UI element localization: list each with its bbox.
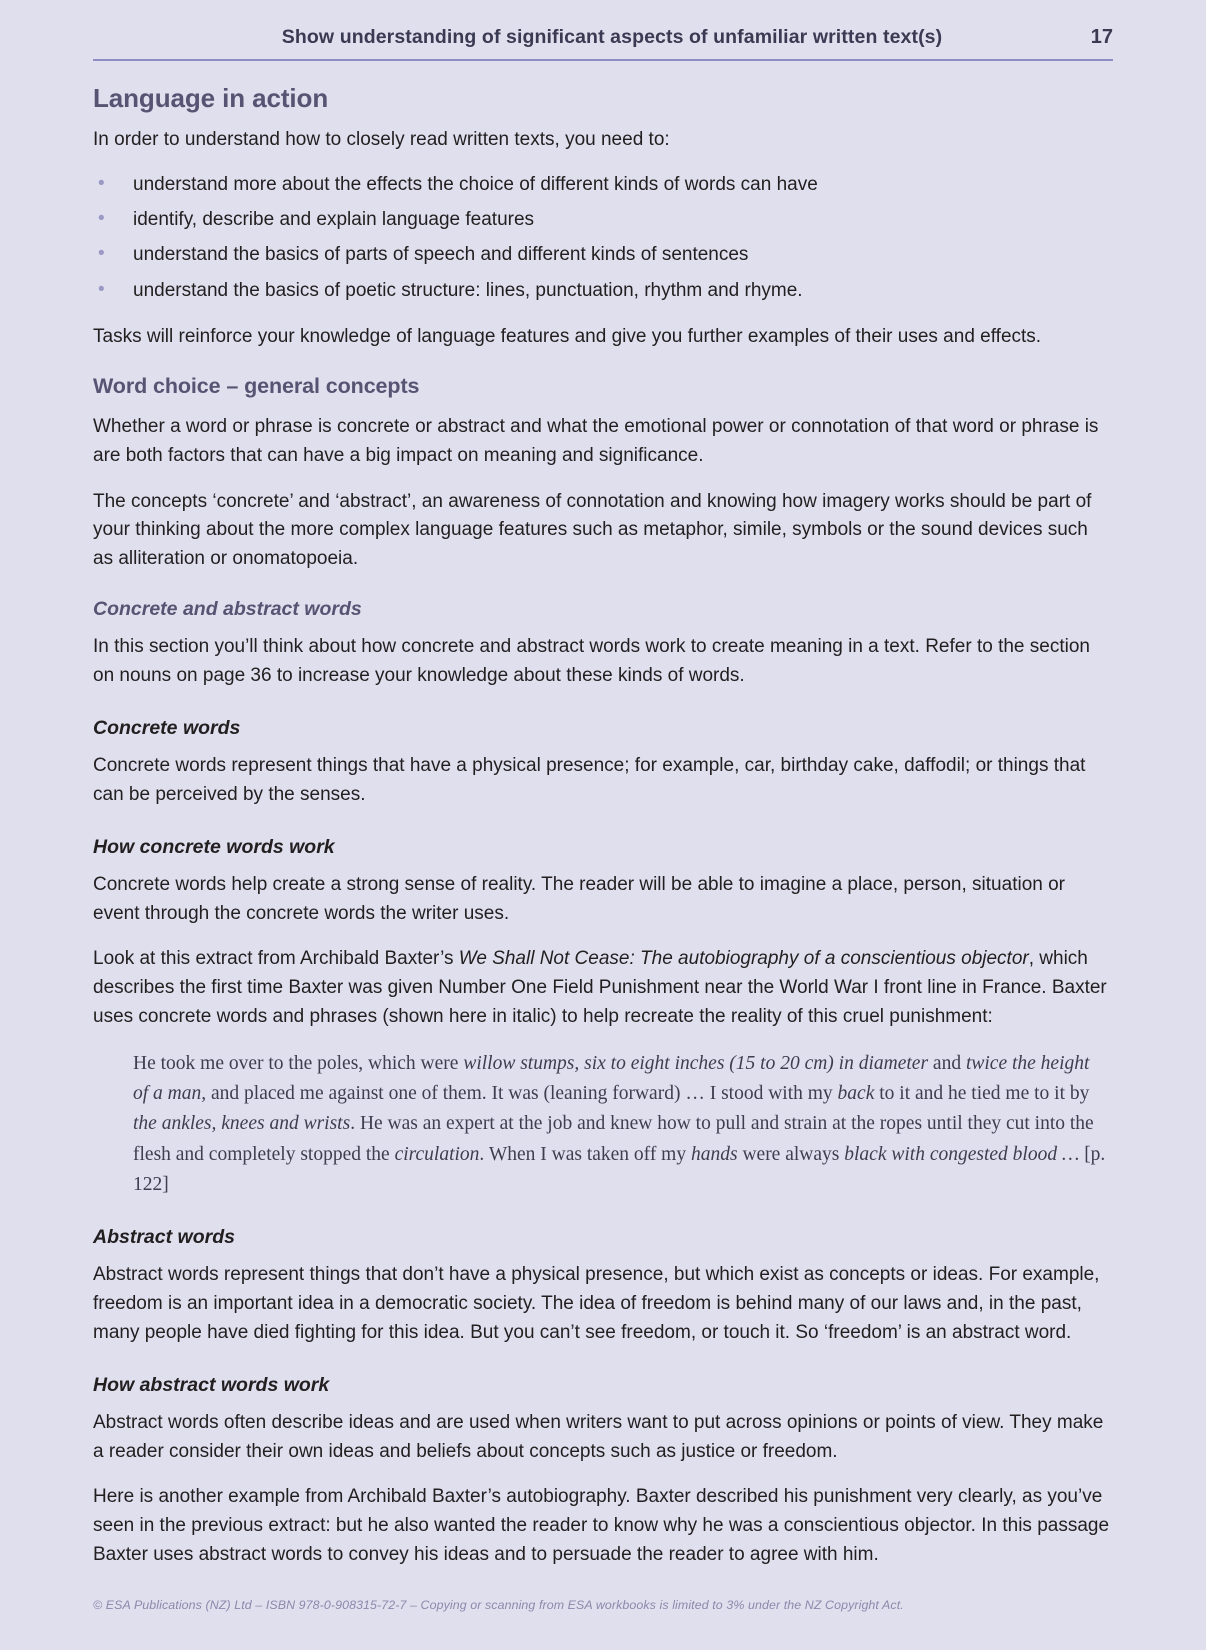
extract-text-6: . When I was taken off my (479, 1143, 691, 1165)
extract-text-1: He took me over to the poles, which were (133, 1053, 464, 1074)
extract-page-reference: [p. 122] (133, 1143, 1106, 1195)
section-title: Language in action (93, 83, 329, 113)
extract-italic-3: back (837, 1083, 875, 1105)
extract-intro-paragraph (93, 945, 1113, 1032)
how-abstract-words-work-paragraph-1: Abstract words often describe ideas and are used when writers want to put across opinions or points of view. They make a reader consider their own ideas and beliefs about concepts such as justice or freedom. (93, 1411, 1104, 1462)
extract-text-5: . He was an expert at the job and knew how to pull and strain at the ropes until they cut into the flesh and completely stopped the (133, 1113, 1094, 1165)
list-item (93, 170, 1113, 199)
extract-text-3: and placed me against one of them. It was (leaning forward) … I stood with my (206, 1083, 838, 1105)
baxter-extract-quote (93, 1049, 1113, 1200)
requirements-list (93, 170, 1113, 305)
list-item-label: understand the basics of parts of speech and different kinds of sentences (133, 244, 749, 266)
extract-italic-7: black with congested blood … (844, 1143, 1080, 1165)
page-footer: © ESA Publications (NZ) Ltd – ISBN 978-0-908315-72-7 – Copying or scanning from ESA workbooks is limited to 3% under the NZ Copyright Act. (93, 1598, 904, 1612)
how-concrete-words-work-heading: How concrete words work (93, 835, 335, 858)
word-choice-paragraph-2: The concepts ‘concrete’ and ‘abstract’, an awareness of connotation and knowing how imagery works should be part of your thinking about the more complex language features such as metaphor, simile, symbols or the sound devices such as alliteration or onomatopoeia. (93, 490, 1092, 570)
how-abstract-words-work-heading: How abstract words work (93, 1373, 330, 1396)
extract-text-7: were always (737, 1143, 845, 1165)
word-choice-heading: Word choice – general concepts (93, 373, 420, 398)
concrete-abstract-paragraph: In this section you’ll think about how concrete and abstract words work to create meaning in a text. Refer to the section on nouns on page 36 to increase your knowledge about these kinds of words. (93, 636, 1090, 686)
extract-text-2: and (928, 1053, 966, 1074)
extract-text-4: to it and he tied me to it by (874, 1083, 1090, 1105)
concrete-words-heading: Concrete words (93, 716, 241, 739)
page-number: 17 (1090, 26, 1113, 48)
concrete-words-paragraph: Concrete words represent things that have a physical presence; for example, car, birthday cake, daffodil; or things that can be perceived by the senses. (93, 754, 1086, 805)
page-header (93, 0, 1113, 61)
how-concrete-words-work-paragraph: Concrete words help create a strong sense of reality. The reader will be able to imagine a place, person, situation or event through the concrete words the writer uses. (93, 873, 1065, 924)
intro-paragraph: In order to understand how to closely read written texts, you need to: (93, 129, 670, 150)
tasks-note-paragraph: Tasks will reinforce your knowledge of language features and give you further examples of their uses and effects. (93, 325, 1042, 347)
word-choice-paragraph-1: Whether a word or phrase is concrete or abstract and what the emotional power or connotation of that word or phrase is are both factors that can have a big impact on meaning and significance. (93, 415, 1099, 466)
list-item (93, 240, 1113, 269)
book-title-italic: We Shall Not Cease: The autobiography of a conscientious objector (458, 948, 1029, 970)
extract-italic-1: willow stumps, six to eight inches (15 to 20 cm) in diameter (463, 1053, 929, 1074)
how-abstract-words-work-paragraph-2: Here is another example from Archibald Baxter’s autobiography. Baxter described his punishment very clearly, as you’ve seen in the previous extract: but he also wanted the reader to know why he was a conscientious objector. In this passage Baxter uses abstract words to convey his ideas and to persuade the reader to agree with him. (93, 1486, 1110, 1566)
list-item-label: understand the basics of poetic structure: lines, punctuation, rhythm and rhyme. (133, 279, 803, 301)
list-item (93, 276, 1113, 305)
page-header-title: Show understanding of significant aspects of unfamiliar written text(s) (281, 26, 943, 48)
page-content (93, 61, 1113, 1570)
extract-intro-part-1: Look at this extract from Archibald Baxter’s (93, 948, 459, 970)
extract-italic-2: twice the height of a man, (133, 1053, 1090, 1105)
abstract-words-paragraph: Abstract words represent things that don’t have a physical presence, but which exist as concepts or ideas. For example, freedom is an important idea in a democratic society. The idea of freedom is behind many of our laws and, in the past, many people have died fighting for this idea. But you can’t see freedom, or touch it. So ‘freedom’ is an abstract word. (93, 1264, 1100, 1343)
extract-italic-5: circulation (394, 1143, 480, 1165)
extract-italic-4: the ankles, knees and wrists (133, 1113, 351, 1135)
list-item-label: understand more about the effects the choice of different kinds of words can have (133, 173, 818, 195)
extract-intro-part-2: , which describes the first time Baxter was given Number One Field Punishment near the World War I front line in France. Baxter uses concrete words and phrases (shown here in italic) to help recreate the reality of this cruel punishment: (93, 948, 1107, 1028)
extract-italic-6: hands (690, 1143, 738, 1165)
list-item (93, 205, 1113, 234)
list-item-label: identify, describe and explain language features (133, 209, 535, 231)
concrete-abstract-heading: Concrete and abstract words (93, 598, 362, 621)
abstract-words-heading: Abstract words (93, 1226, 235, 1249)
